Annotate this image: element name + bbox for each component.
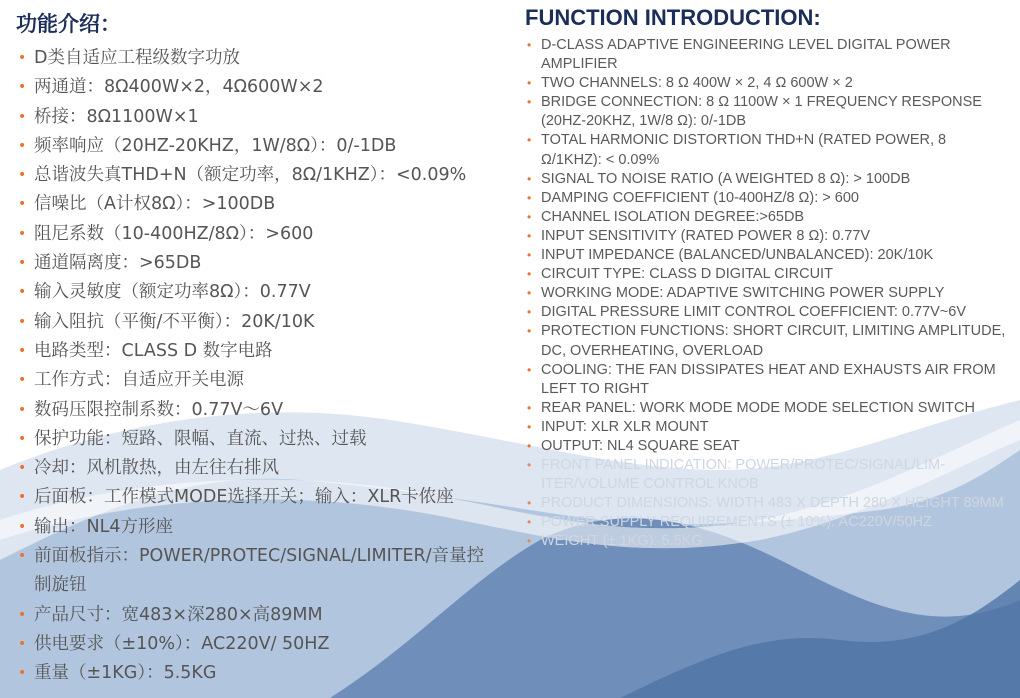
en-item-text: BRIDGE CONNECTION: 8 Ω 1100W × 1 FREQUENCY RESPONSE (20HZ-20KHZ, 1W/8 Ω): 0/-1DB bbox=[541, 94, 982, 130]
cn-item-text: 总谐波失真THD+N（额定功率，8Ω/1KHZ）：<0.09% bbox=[34, 165, 467, 186]
cn-list-item bbox=[16, 132, 496, 161]
en-list-item bbox=[525, 322, 1010, 360]
en-list-item bbox=[525, 246, 1010, 265]
bullet-dot-icon: • bbox=[527, 515, 532, 530]
bullet-dot-icon: • bbox=[18, 518, 27, 535]
bullet-dot-icon: • bbox=[18, 196, 27, 213]
en-item-text: OUTPUT: NL4 SQUARE SEAT bbox=[541, 437, 740, 454]
cn-item-text: 频率响应（20HZ-20KHZ，1W/8Ω）：0/-1DB bbox=[34, 135, 397, 156]
cn-title: 功能介绍： bbox=[16, 12, 121, 36]
cn-item-text: 信噪比（A计权8Ω）：>100DB bbox=[34, 194, 276, 215]
bullet-dot-icon: • bbox=[18, 313, 27, 330]
cn-item-text: D类自适应工程级数字功放 bbox=[34, 48, 240, 68]
cn-list-item bbox=[16, 454, 496, 483]
en-list-item bbox=[525, 227, 1010, 246]
cn-list-item bbox=[16, 220, 496, 249]
cn-list-item bbox=[16, 44, 496, 73]
cn-list-item bbox=[16, 73, 496, 102]
en-item-text: POWER SUPPLY REQUIREMENTS (± 10%): AC220V/50HZ bbox=[541, 514, 932, 531]
en-list-item bbox=[525, 74, 1010, 93]
en-item-text: INPUT SENSITIVITY (RATED POWER 8 Ω): 0.77V bbox=[541, 227, 871, 244]
bullet-dot-icon: • bbox=[18, 108, 27, 125]
bullet-dot-icon: • bbox=[527, 171, 532, 186]
cn-item-text: 前面板指示：POWER/PROTEC/SIGNAL/LIMITER/音量控制旋钮 bbox=[34, 546, 485, 596]
bullet-dot-icon: • bbox=[527, 95, 532, 110]
cn-item-text: 冷却：风机散热，由左往右排风 bbox=[34, 458, 279, 479]
cn-item-text: 输入灵敏度（额定功率8Ω）：0.77V bbox=[34, 282, 311, 303]
cn-list-item bbox=[16, 425, 496, 454]
bullet-dot-icon: • bbox=[527, 324, 532, 339]
cn-item-text: 电路类型：CLASS D 数字电路 bbox=[34, 340, 273, 361]
bullet-dot-icon: • bbox=[18, 79, 27, 96]
cn-item-text: 通道隔离度：>65DB bbox=[34, 253, 202, 274]
en-item-text: SIGNAL TO NOISE RATIO (A WEIGHTED 8 Ω): > 100DB bbox=[541, 170, 911, 187]
bullet-dot-icon: • bbox=[527, 76, 532, 91]
chinese-column bbox=[16, 8, 496, 689]
cn-list-item bbox=[16, 542, 496, 601]
bullet-dot-icon: • bbox=[527, 305, 532, 320]
en-item-text: INPUT: XLR XLR MOUNT bbox=[541, 418, 709, 435]
bullet-dot-icon: • bbox=[18, 665, 27, 682]
cn-list-item bbox=[16, 513, 496, 542]
cn-item-text: 输入阻抗（平衡/不平衡）：20K/10K bbox=[34, 311, 315, 332]
cn-list-item bbox=[16, 190, 496, 219]
bullet-dot-icon: • bbox=[18, 401, 27, 418]
bullet-dot-icon: • bbox=[18, 460, 27, 477]
en-list-item bbox=[525, 265, 1010, 284]
cn-list-item bbox=[16, 249, 496, 278]
cn-item-text: 数码压限控制系数：0.77V～6V bbox=[34, 399, 284, 420]
cn-list-item bbox=[16, 659, 496, 688]
en-list-item bbox=[525, 208, 1010, 227]
bullet-dot-icon: • bbox=[527, 286, 532, 301]
cn-item-text: 保护功能：短路、限幅、直流、过热、过载 bbox=[34, 428, 367, 449]
en-item-text: TWO CHANNELS: 8 Ω 400W × 2, 4 Ω 600W × 2 bbox=[541, 75, 853, 92]
bullet-dot-icon: • bbox=[527, 133, 532, 148]
bullet-dot-icon: • bbox=[527, 209, 532, 224]
en-list-item bbox=[525, 361, 1010, 399]
cn-item-text: 阻尼系数（10-400HZ/8Ω）：>600 bbox=[34, 223, 314, 244]
cn-list-item bbox=[16, 278, 496, 307]
en-list-item bbox=[525, 189, 1010, 208]
bullet-dot-icon: • bbox=[527, 496, 532, 511]
en-list-item bbox=[525, 36, 1010, 74]
en-list-item bbox=[525, 437, 1010, 456]
en-list-item bbox=[525, 532, 1010, 551]
en-item-text: INPUT IMPEDANCE (BALANCED/UNBALANCED): 20K/10K bbox=[541, 247, 934, 264]
en-list-item bbox=[525, 399, 1010, 418]
bullet-dot-icon: • bbox=[527, 419, 532, 434]
cn-list-item bbox=[16, 308, 496, 337]
en-item-text: WEIGHT (± 1KG): 5.5KG bbox=[541, 533, 703, 550]
cn-item-text: 后面板：工作模式MODE选择开关；输入：XLR卡侬座 bbox=[34, 487, 454, 508]
en-list-item bbox=[525, 456, 1010, 494]
cn-list-item bbox=[16, 483, 496, 512]
bullet-dot-icon: • bbox=[527, 248, 532, 263]
bullet-dot-icon: • bbox=[18, 606, 27, 623]
en-list-item bbox=[525, 93, 1010, 131]
en-item-text: PRODUCT DIMENSIONS: WIDTH 483 X DEPTH 280 X HEIGHT 89MM bbox=[541, 495, 1004, 512]
bullet-dot-icon: • bbox=[18, 342, 27, 359]
en-item-text: CHANNEL ISOLATION DEGREE:>65DB bbox=[541, 208, 805, 225]
bullet-dot-icon: • bbox=[18, 255, 27, 272]
bullet-dot-icon: • bbox=[18, 548, 27, 565]
en-item-text: REAR PANEL: WORK MODE MODE MODE SELECTION SWITCH bbox=[541, 399, 975, 416]
en-list-item bbox=[525, 513, 1010, 532]
bullet-dot-icon: • bbox=[18, 284, 27, 301]
en-item-text: D-CLASS ADAPTIVE ENGINEERING LEVEL DIGITAL POWER AMPLIFIER bbox=[541, 37, 951, 73]
bullet-dot-icon: • bbox=[527, 228, 532, 243]
bullet-dot-icon: • bbox=[18, 635, 27, 652]
cn-item-text: 产品尺寸：宽483×深280×高89MM bbox=[34, 604, 323, 625]
cn-list-item bbox=[16, 337, 496, 366]
en-list-item bbox=[525, 303, 1010, 322]
cn-item-text: 桥接：8Ω1100W×1 bbox=[34, 106, 199, 127]
cn-feature-list bbox=[16, 44, 496, 689]
en-list-item bbox=[525, 284, 1010, 303]
bullet-dot-icon: • bbox=[18, 137, 27, 154]
en-item-text: CIRCUIT TYPE: CLASS D DIGITAL CIRCUIT bbox=[541, 266, 833, 283]
cn-item-text: 重量（±1KG）：5.5KG bbox=[34, 663, 217, 684]
en-feature-list bbox=[525, 36, 1010, 552]
cn-list-item bbox=[16, 103, 496, 132]
cn-item-text: 供电要求（±10%）：AC220V/ 50HZ bbox=[34, 633, 330, 654]
bullet-dot-icon: • bbox=[527, 400, 532, 415]
english-column bbox=[525, 4, 1010, 552]
en-item-text: FRONT PANEL INDICATION: POWER/PROTEC/SIGNAL/LIM-ITER/VOLUME CONTROL KNOB bbox=[541, 457, 945, 493]
cn-list-item bbox=[16, 396, 496, 425]
bullet-dot-icon: • bbox=[18, 167, 27, 184]
cn-list-item bbox=[16, 161, 496, 190]
bullet-dot-icon: • bbox=[527, 438, 532, 453]
bullet-dot-icon: • bbox=[527, 458, 532, 473]
cn-item-text: 输出：NL4方形座 bbox=[34, 516, 173, 537]
en-list-item bbox=[525, 494, 1010, 513]
bullet-dot-icon: • bbox=[18, 430, 27, 447]
cn-list-item bbox=[16, 366, 496, 395]
en-item-text: WORKING MODE: ADAPTIVE SWITCHING POWER SUPPLY bbox=[541, 285, 945, 302]
bullet-dot-icon: • bbox=[527, 190, 532, 205]
bullet-dot-icon: • bbox=[527, 534, 532, 549]
bullet-dot-icon: • bbox=[527, 362, 532, 377]
cn-item-text: 工作方式：自适应开关电源 bbox=[34, 370, 244, 391]
bullet-dot-icon: • bbox=[18, 50, 27, 66]
en-item-text: PROTECTION FUNCTIONS: SHORT CIRCUIT, LIMITING AMPLITUDE, DC, OVERHEATING, OVERLOAD bbox=[541, 323, 1006, 359]
en-list-item bbox=[525, 170, 1010, 189]
en-item-text: COOLING: THE FAN DISSIPATES HEAT AND EXHAUSTS AIR FROM LEFT TO RIGHT bbox=[541, 361, 996, 397]
bullet-dot-icon: • bbox=[18, 225, 27, 242]
en-item-text: DAMPING COEFFICIENT (10-400HZ/8 Ω): > 600 bbox=[541, 189, 859, 206]
bullet-dot-icon: • bbox=[18, 489, 27, 506]
bullet-dot-icon: • bbox=[18, 372, 27, 389]
bullet-dot-icon: • bbox=[527, 267, 532, 282]
en-item-text: DIGITAL PRESSURE LIMIT CONTROL COEFFICIENT: 0.77V~6V bbox=[541, 304, 967, 321]
en-title: FUNCTION INTRODUCTION: bbox=[525, 5, 821, 30]
cn-list-item bbox=[16, 630, 496, 659]
cn-list-item bbox=[16, 601, 496, 630]
en-list-item bbox=[525, 418, 1010, 437]
cn-item-text: 两通道：8Ω400W×2，4Ω600W×2 bbox=[34, 77, 324, 98]
en-list-item bbox=[525, 131, 1010, 169]
en-item-text: TOTAL HARMONIC DISTORTION THD+N (RATED POWER, 8 Ω/1KHZ): < 0.09% bbox=[541, 132, 947, 168]
bullet-dot-icon: • bbox=[527, 38, 532, 52]
